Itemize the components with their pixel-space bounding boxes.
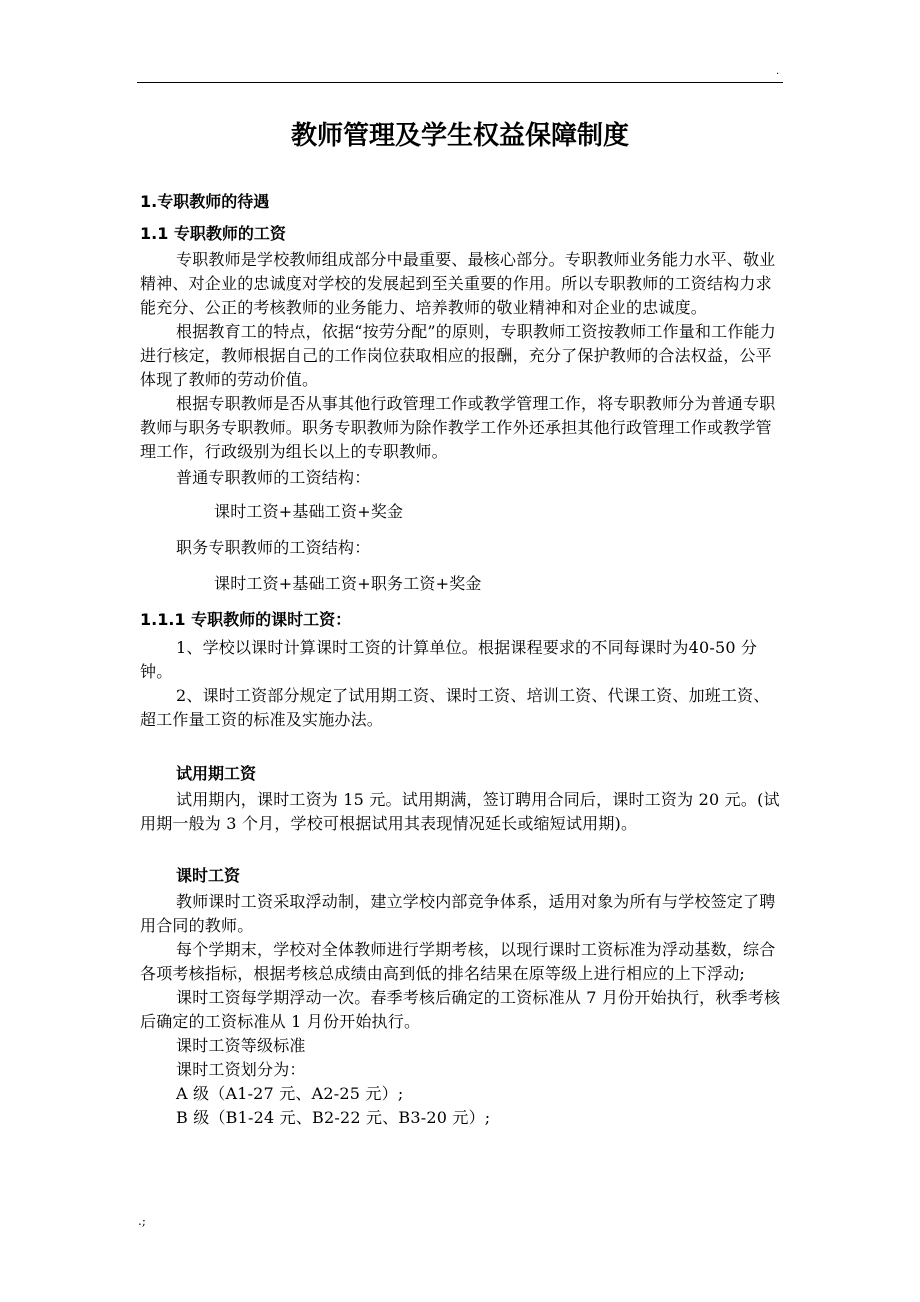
paragraph: 课时工资每学期浮动一次。春季考核后确定的工资标准从 7 月份开始执行，秋季考核后确定的工资标准从 1 月份开始执行。 [140, 988, 781, 1031]
paragraph: 根据专职教师是否从事其他行政管理工作或教学管理工作，将专职教师分为普通专职教师与职务专职教师。职务专职教师为除作教学工作外还承担其他行政管理工作或教学管理工作，行政级别为组长以上的专职教师。 [140, 394, 776, 461]
header-rule [137, 82, 783, 83]
subsubsection-heading: 1.1.1 专职教师的课时工资： [140, 610, 352, 629]
subsection-heading: 1.1 专职教师的工资 [140, 224, 286, 243]
paragraph: 根据教育工的特点，依据“按劳分配”的原则，专职教师工资按教师工作量和工作能力进行核定，教师根据自己的工作岗位获取相应的报酬，充分了保护教师的合法权益，公平体现了教师的劳动价值。 [140, 322, 776, 389]
grade-title: 课时工资等级标准 [176, 1036, 306, 1055]
grade-intro: 课时工资划分为： [176, 1060, 306, 1079]
document-body [140, 188, 785, 1130]
normal-structure-label: 普通专职教师的工资结构： [176, 468, 371, 487]
duty-structure-formula: 课时工资+基础工资+职务工资+奖金 [214, 574, 482, 593]
list-item: 1、学校以课时计算课时工资的计算单位。根据课程要求的不同每课时为40-50 分钟。 [140, 638, 758, 681]
probation-heading: 试用期工资 [176, 764, 257, 783]
paragraph: 教师课时工资采取浮动制，建立学校内部竞争体系，适用对象为所有与学校签定了聘用合同的教师。 [140, 892, 776, 935]
paragraph: 专职教师是学校教师组成部分中最重要、最核心部分。专职教师业务能力水平、敬业精神、对企业的忠诚度对学校的发展起到至关重要的作用。所以专职教师的工资结构力求能充分、公正的考核教师的业务能力、培养教师的敬业精神和对企业的忠诚度。 [140, 250, 776, 317]
grade-a: A 级（A1-27 元、A2-25 元）; [176, 1084, 404, 1103]
duty-structure-label: 职务专职教师的工资结构： [176, 538, 371, 557]
header-mark: . [776, 66, 780, 77]
section-heading: 1.专职教师的待遇 [140, 192, 270, 211]
paragraph: 试用期内，课时工资为 15 元。试用期满，签订聘用合同后，课时工资为 20 元。(试用期一般为 3 个月，学校可根据试用其表现情况延长或缩短试用期)。 [140, 790, 780, 833]
normal-structure-formula: 课时工资+基础工资+奖金 [214, 502, 404, 521]
paragraph: 每个学期末，学校对全体教师进行学期考核，以现行课时工资标准为浮动基数，综合各项考核指标，根据考核总成绩由高到低的排名结果在原等级上进行相应的上下浮动; [140, 940, 776, 983]
footer-mark: .; [138, 1214, 146, 1228]
grade-b: B 级（B1-24 元、B2-22 元、B3-20 元）; [176, 1108, 491, 1127]
list-item: 2、课时工资部分规定了试用期工资、课时工资、培训工资、代课工资、加班工资、超工作量工资的标准及实施办法。 [140, 686, 770, 729]
document-title: 教师管理及学生权益保障制度 [290, 121, 629, 151]
hourly-heading: 课时工资 [176, 866, 241, 885]
